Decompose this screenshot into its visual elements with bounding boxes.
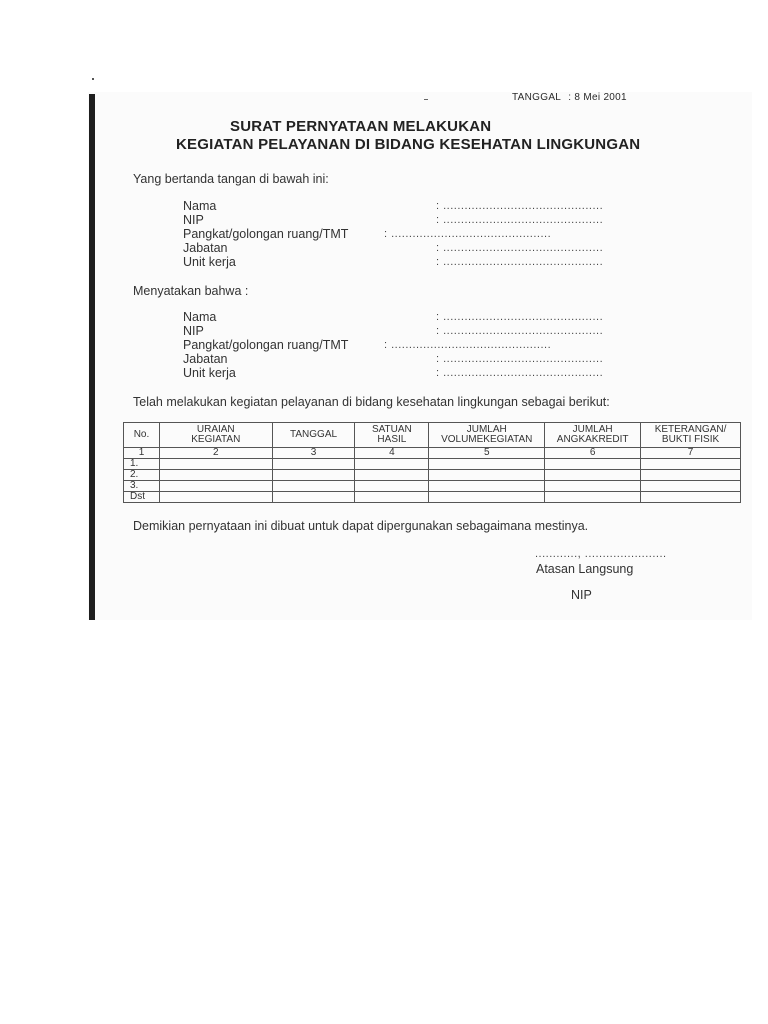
s2-nama-label: Nama — [183, 310, 217, 324]
col-header-volume: JUMLAH VOLUMEKEGIATAN — [429, 423, 545, 448]
s2-nip-dots: : ............................................. — [436, 325, 604, 337]
table-cell — [355, 481, 429, 492]
signature-nip: NIP — [571, 588, 592, 602]
table-cell — [641, 481, 741, 492]
s1-nama-label: Nama — [183, 199, 217, 213]
table-cell — [545, 459, 641, 470]
date-value: : 8 Mei 2001 — [568, 92, 627, 103]
table-row — [124, 459, 741, 470]
scan-edge-bar — [89, 94, 95, 620]
s1-pangkat-dots: : ............................................. — [384, 228, 552, 240]
s1-unit-label: Unit kerja — [183, 255, 236, 269]
table-row — [124, 481, 741, 492]
col-header-tanggal: TANGGAL — [272, 423, 355, 448]
table-cell: 2 — [159, 448, 272, 459]
table-cell — [429, 492, 545, 503]
table-cell: 7 — [641, 448, 741, 459]
table-cell — [159, 470, 272, 481]
table-cell — [641, 492, 741, 503]
s1-pangkat-label: Pangkat/golongan ruang/TMT — [183, 227, 349, 241]
document-title-line1: SURAT PERNYATAAN MELAKUKAN — [230, 118, 492, 135]
table-cell — [641, 459, 741, 470]
table-cell — [272, 459, 355, 470]
table-cell: 3. — [124, 481, 160, 492]
s2-unit-dots: : ............................................. — [436, 367, 604, 379]
table-cell: 6 — [545, 448, 641, 459]
s2-jabatan-label: Jabatan — [183, 352, 228, 366]
table-cell — [159, 459, 272, 470]
table-cell — [641, 470, 741, 481]
table-numbering-row — [124, 448, 741, 459]
table-cell — [355, 470, 429, 481]
s2-nip-label: NIP — [183, 324, 204, 338]
col-header-angkakredit: JUMLAH ANGKAKREDIT — [545, 423, 641, 448]
s2-pangkat-label: Pangkat/golongan ruang/TMT — [183, 338, 349, 352]
s2-nama-dots: : ............................................. — [436, 311, 604, 323]
table-cell: 3 — [272, 448, 355, 459]
table-row — [124, 470, 741, 481]
statement-text: Menyatakan bahwa : — [133, 284, 249, 298]
date-label: TANGGAL — [512, 92, 562, 103]
table-cell: 4 — [355, 448, 429, 459]
table-cell — [159, 492, 272, 503]
col-header-no: No. — [124, 423, 160, 448]
table-cell: 1 — [124, 448, 160, 459]
table-cell: Dst — [124, 492, 160, 503]
scan-speck — [92, 78, 94, 80]
intro-text: Yang bertanda tangan di bawah ini: — [133, 172, 329, 186]
closing-text: Demikian pernyataan ini dibuat untuk dapat dipergunakan sebagaimana mestinya. — [133, 519, 589, 533]
col-header-keterangan: KETERANGAN/ BUKTI FISIK — [641, 423, 741, 448]
s1-nip-label: NIP — [183, 213, 204, 227]
s1-jabatan-label: Jabatan — [183, 241, 228, 255]
s2-pangkat-dots: : ............................................. — [384, 339, 552, 351]
table-cell — [159, 481, 272, 492]
table-header-row — [124, 423, 741, 448]
s1-unit-dots: : ............................................. — [436, 256, 604, 268]
s1-jabatan-dots: : ............................................. — [436, 242, 604, 254]
table-cell — [429, 459, 545, 470]
table-cell — [429, 470, 545, 481]
s2-unit-label: Unit kerja — [183, 366, 236, 380]
table-cell — [272, 492, 355, 503]
signature-title: Atasan Langsung — [536, 562, 634, 576]
col-header-uraian: URAIAN KEGIATAN — [159, 423, 272, 448]
table-cell: 5 — [429, 448, 545, 459]
table-cell — [545, 492, 641, 503]
table-cell — [429, 481, 545, 492]
table-cell — [545, 470, 641, 481]
s1-nip-dots: : ............................................. — [436, 214, 604, 226]
document-title-line2: KEGIATAN PELAYANAN DI BIDANG KESEHATAN LINGKUNGAN — [176, 136, 641, 153]
activity-table — [123, 422, 741, 503]
s1-nama-dots: : ............................................. — [436, 200, 604, 212]
table-cell — [272, 481, 355, 492]
table-cell — [355, 459, 429, 470]
table-cell: 1. — [124, 459, 160, 470]
signature-place-date-dots: ............, ....................... — [535, 548, 667, 560]
table-cell — [272, 470, 355, 481]
col-header-satuan: SATUAN HASIL — [355, 423, 429, 448]
activity-intro-text: Telah melakukan kegiatan pelayanan di bidang kesehatan lingkungan sebagai berikut: — [133, 395, 610, 409]
table-row — [124, 492, 741, 503]
date-line — [512, 92, 631, 103]
s2-jabatan-dots: : ............................................. — [436, 353, 604, 365]
table-cell: 2. — [124, 470, 160, 481]
table-cell — [355, 492, 429, 503]
scan-dash — [424, 99, 428, 100]
table-cell — [545, 481, 641, 492]
